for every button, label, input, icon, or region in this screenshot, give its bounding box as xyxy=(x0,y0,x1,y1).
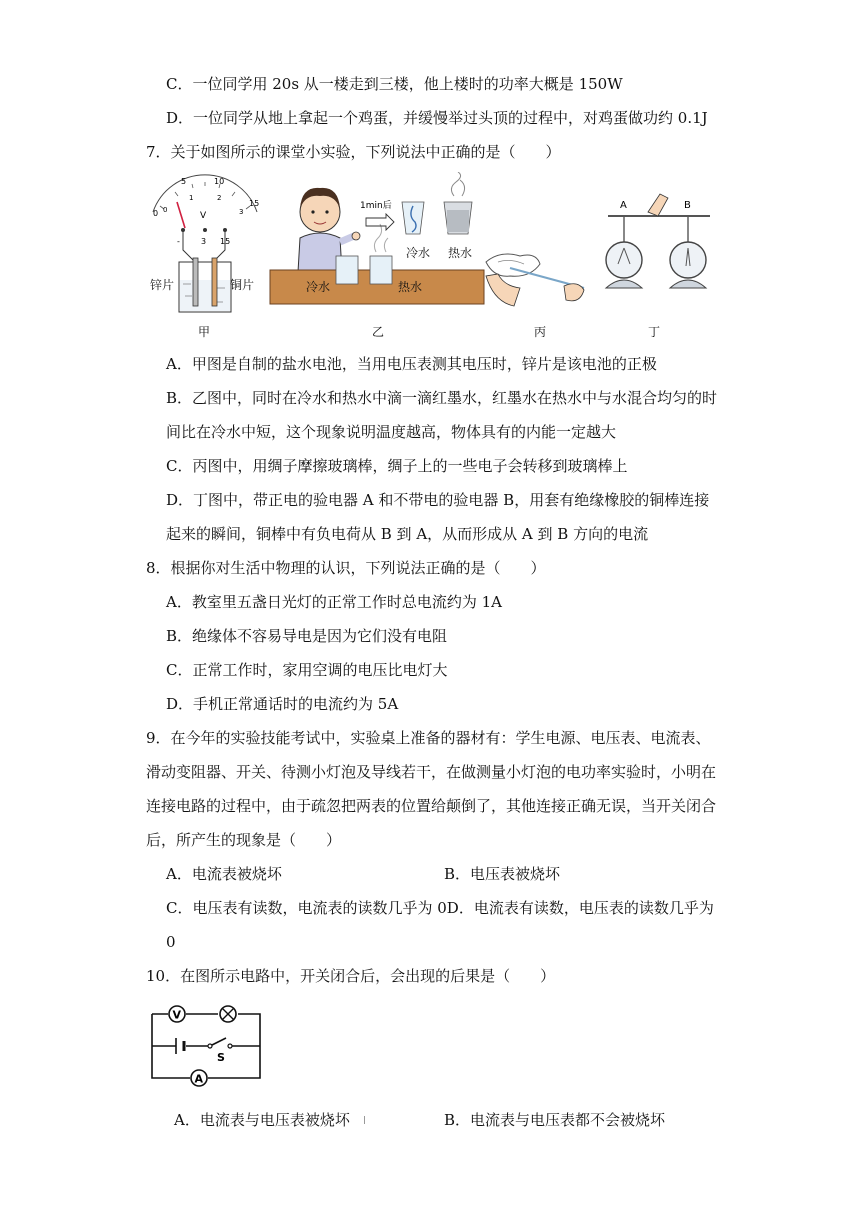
terminal-label: 3 xyxy=(201,237,207,246)
electroscope-b-label: B xyxy=(684,200,691,211)
switch-symbol: S xyxy=(217,1051,225,1064)
ammeter-symbol: A xyxy=(194,1072,204,1086)
meter-tick: 5 xyxy=(181,177,187,186)
figure-q10-circuit xyxy=(146,998,266,1090)
q7-option-d-line1: D．丁图中，带正电的验电器 A 和不带电的验电器 B，用套有绝缘橡胶的铜棒连接 xyxy=(166,491,710,509)
label-hot-water-top: 热水 xyxy=(448,246,473,260)
label-zinc: 锌片 xyxy=(150,278,175,292)
meter-tick: 10 xyxy=(214,177,225,186)
meter-tick: 15 xyxy=(249,199,260,208)
q7-option-a: A．甲图是自制的盐水电池，当用电压表测其电压时，锌片是该电池的正极 xyxy=(166,355,657,373)
q9-stem-line1: 9．在今年的实验技能考试中，实验桌上准备的器材有：学生电源、电压表、电流表、 xyxy=(146,729,711,747)
q7-option-c: C．丙图中，用绸子摩擦玻璃棒，绸子上的一些电子会转移到玻璃棒上 xyxy=(166,457,628,475)
q6-option-d: D．一位同学从地上拿起一个鸡蛋，并缓慢举过头顶的过程中，对鸡蛋做功约 0.1J xyxy=(166,109,708,127)
electroscope-a-label: A xyxy=(620,200,627,211)
q9-stem-line4: 后，所产生的现象是（ ） xyxy=(146,831,342,849)
voltmeter-symbol: V xyxy=(172,1008,182,1022)
caption-jia: 甲 xyxy=(198,325,211,339)
q7-option-b-line2: 间比在冷水中短，这个现象说明温度越高，物体具有的内能一定越大 xyxy=(166,423,617,441)
q7-stem: 7．关于如图所示的课堂小实验，下列说法中正确的是（ ） xyxy=(146,143,561,161)
label-cold-water: 冷水 xyxy=(306,280,331,294)
figure-jia-battery xyxy=(145,172,265,322)
figure-bing-rubbing xyxy=(480,232,590,312)
q8-option-d: D．手机正常通话时的电流约为 5A xyxy=(166,695,399,713)
q7-option-b-line1: B．乙图中，同时在冷水和热水中滴一滴红墨水，红墨水在热水中与水混合均匀的时 xyxy=(166,389,718,407)
caption-bing: 丙 xyxy=(534,325,547,339)
terminal-label: 15 xyxy=(220,237,231,246)
figure-ding-electroscopes xyxy=(598,192,718,302)
q10-stem: 10．在图所示电路中，开关闭合后，会出现的后果是（ ） xyxy=(146,967,556,985)
meter-unit: V xyxy=(200,211,207,221)
caption-yi: 乙 xyxy=(372,325,385,339)
q8-option-c: C．正常工作时，家用空调的电压比电灯大 xyxy=(166,661,448,679)
stray-mark xyxy=(364,1116,365,1124)
label-cold-water-top: 冷水 xyxy=(406,246,431,260)
meter-tick: 0 xyxy=(153,209,159,218)
q9-options-cd-wrap: 0 xyxy=(166,933,176,951)
q8-option-b: B．绝缘体不容易导电是因为它们没有电阻 xyxy=(166,627,448,645)
q9-options-cd: C．电压表有读数，电流表的读数几乎为 0D．电流表有读数，电压表的读数几乎为 xyxy=(166,899,714,917)
meter-tick: 0 xyxy=(163,206,168,214)
q10-option-b: B．电流表与电压表都不会被烧坏 xyxy=(444,1111,666,1129)
q8-option-a: A．教室里五盏日光灯的正常工作时总电流约为 1A xyxy=(166,593,502,611)
caption-ding: 丁 xyxy=(648,325,661,339)
label-hot-water: 热水 xyxy=(398,280,423,294)
q7-option-d-line2: 起来的瞬间，铜棒中有负电荷从 B 到 A，从而形成从 A 到 B 方向的电流 xyxy=(166,525,649,543)
q9-option-a: A．电流表被烧坏 xyxy=(166,865,282,883)
q10-option-a: A．电流表与电压表被烧坏 xyxy=(174,1111,350,1129)
q9-stem-line2: 滑动变阻器、开关、待测小灯泡及导线若干，在做测量小灯泡的电功率实验时，小明在 xyxy=(146,763,717,781)
label-copper: 铜片 xyxy=(230,278,255,292)
meter-tick: 3 xyxy=(239,208,244,216)
meter-tick: 1 xyxy=(189,194,194,202)
one-min-label: 1min后 xyxy=(360,201,392,211)
q9-option-b: B．电压表被烧坏 xyxy=(444,865,561,883)
figure-yi-diffusion xyxy=(268,172,488,312)
q8-stem: 8．根据你对生活中物理的认识，下列说法正确的是（ ） xyxy=(146,559,546,577)
meter-tick: 2 xyxy=(217,194,222,202)
q9-stem-line3: 连接电路的过程中，由于疏忽把两表的位置给颠倒了，其他连接正确无误，当开关闭合 xyxy=(146,797,717,815)
q6-option-c: C．一位同学用 20s 从一楼走到三楼，他上楼时的功率大概是 150W xyxy=(166,75,623,93)
terminal-label: - xyxy=(177,237,180,246)
